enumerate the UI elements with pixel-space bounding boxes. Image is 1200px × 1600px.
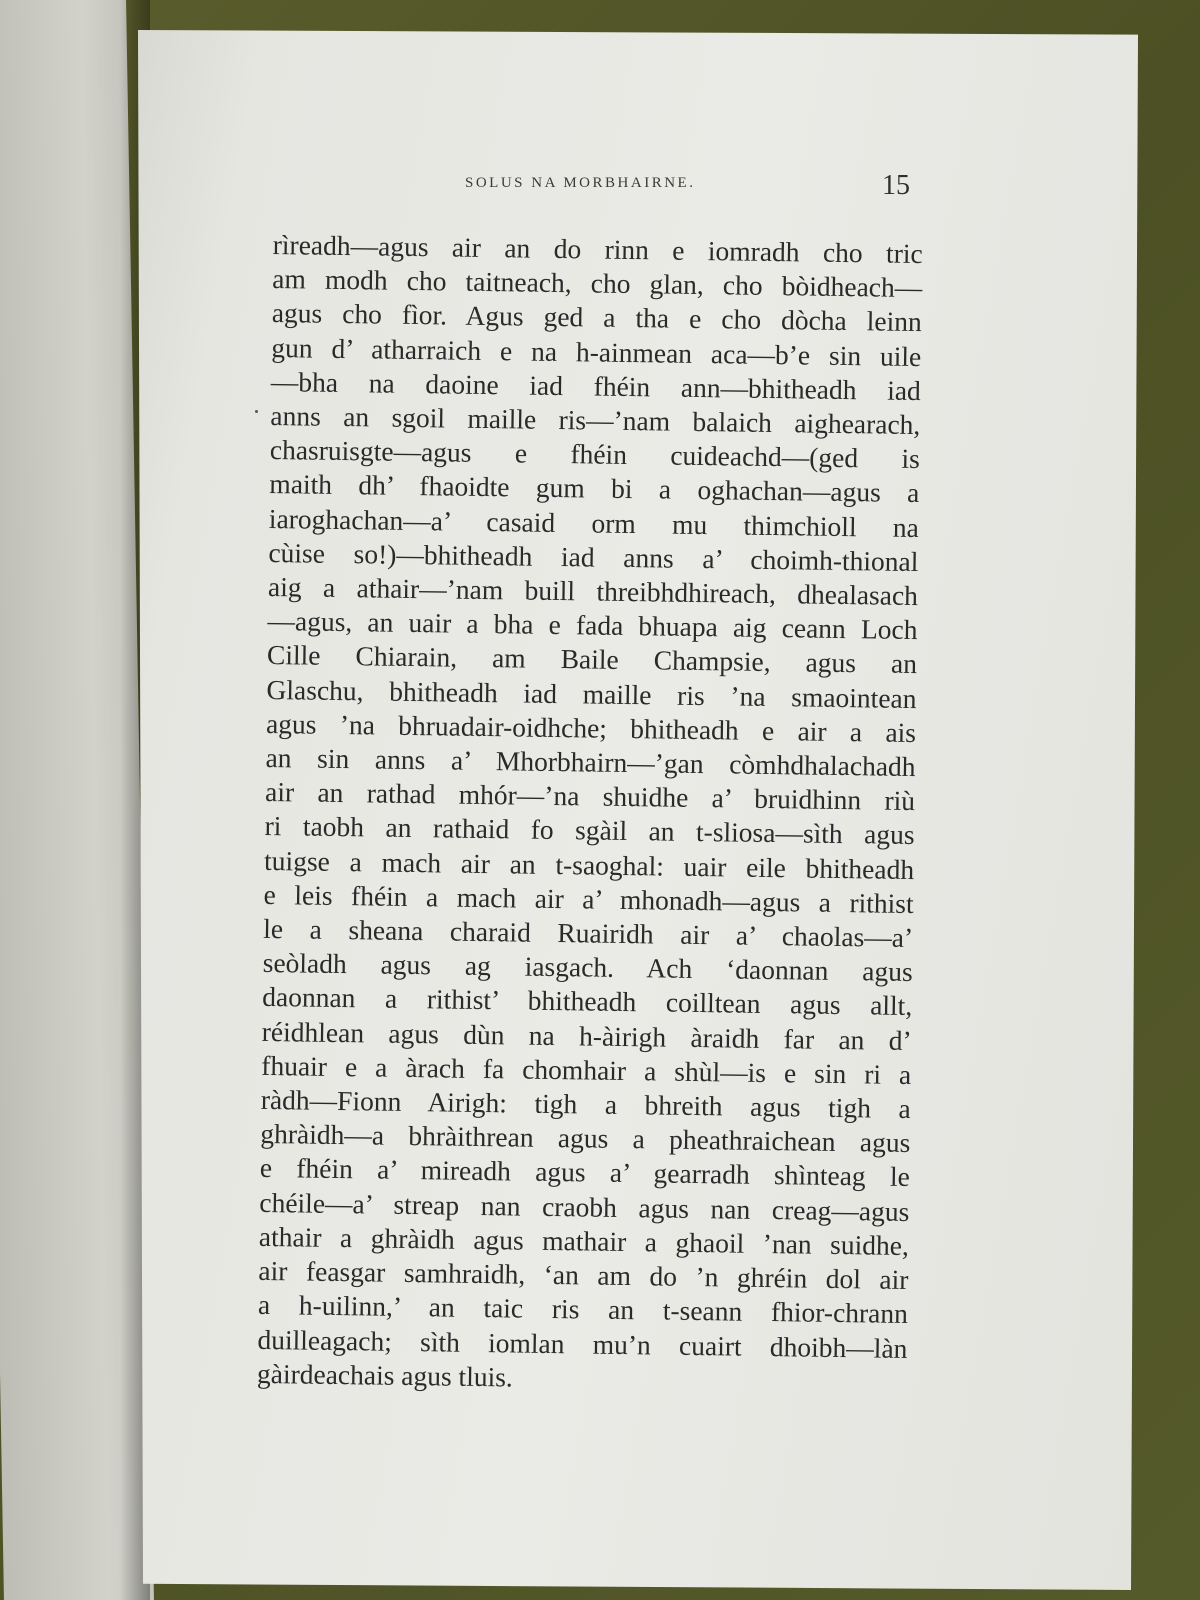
paper-speck [255, 410, 258, 413]
text-line: réidhlean agus dùn na h-àirigh àraidh far an d’ [261, 1015, 912, 1056]
text-line: an sin anns a’ Mhorbhairn—’gan còmhdhalachadh [265, 741, 916, 783]
text-line: maith dh’ fhaoidte gum bi a oghachan—agus a [269, 468, 920, 509]
text-line: ri taobh an rathaid fo sgàil an t-sliosa—sìth agus [264, 810, 915, 851]
text-line: e leis fhéin a mach air a’ mhonadh—agus a rithist [263, 878, 914, 919]
text-line: agus ’na bhruadair-oidhche; bhitheadh e air a ais [265, 707, 917, 748]
text-line: athair a ghràidh agus mathair a ghaoil ’nan suidhe, [258, 1220, 910, 1261]
text-line: cùise so!)—bhitheadh iad anns a’ choimh-thional [268, 536, 919, 577]
text-line: Cille Chiarain, am Baile Champsie, agus an [266, 639, 918, 680]
text-line: —agus, an uair a bha e fada bhuapa aig ceann Loch [267, 605, 918, 646]
text-line: gun d’ atharraich e na h-ainmean aca—b’e sin uile [271, 331, 922, 372]
text-line: aig a athair—’nam buill threibhdhireach, dhealasach [267, 570, 919, 612]
text-line: anns an sgoil maille ris—’nam balaich aighearach, [270, 399, 921, 441]
text-line: air feasgar samhraidh, ‘an am do ’n ghréin dol air [258, 1254, 909, 1296]
text-line: ràdh—Fionn Airigh: tigh a bhreith agus tigh a [260, 1083, 911, 1125]
text-line: seòladh agus ag iasgach. Ach ‘daonnan agus [262, 947, 913, 988]
body-text [257, 228, 923, 1400]
text-line: air an rathad mhór—’na shuidhe a’ bruidhinn riù [264, 776, 916, 817]
text-line: ghràidh—a bhràithrean agus a pheathraichean agus [260, 1118, 911, 1159]
text-line: fhuair e a àrach fa chomhair a shùl—is e sin ri a [261, 1049, 912, 1090]
text-line: tuigse a mach air an t-saoghal: uair eile bhitheadh [263, 844, 915, 885]
text-line: chasruisgte—agus e fhéin cuideachd—(ged is [269, 434, 921, 475]
text-line: Glaschu, bhitheadh iad maille ris ’na smaointean [266, 673, 917, 714]
text-line: iaroghachan—a’ casaid orm mu thimchioll na [268, 502, 920, 543]
text-line: rìreadh—agus air an do rinn e iomradh cho tric [272, 228, 923, 270]
text-line: —bha na daoine iad fhéin ann—bhitheadh iad [270, 365, 922, 406]
text-line: agus cho fìor. Agus ged a tha e cho dòcha leinn [271, 297, 922, 338]
text-line: am modh cho taitneach, cho glan, cho bòidheach— [272, 263, 923, 304]
text-line: chéile—a’ streap nan craobh agus nan creag—agus [259, 1186, 910, 1227]
text-line: le a sheana charaid Ruairidh air a’ chaolas—a’ [263, 912, 914, 954]
page-number: 15 [882, 170, 910, 201]
text-line: daonnan a rithist’ bhitheadh coilltean agus allt, [262, 981, 913, 1022]
text-line: a h-uilinn,’ an taic ris an t-seann fhior-chrann [257, 1289, 909, 1330]
text-line: duilleagach; sìth iomlan mu’n cuairt dhoibh—làn [257, 1323, 908, 1364]
running-title: SOLUS NA MORBHAIRNE. [465, 175, 696, 191]
text-line: gàirdeachais agus tluis. [256, 1357, 514, 1393]
text-line: e fhéin a’ mireadh agus a’ gearradh shìnteag le [259, 1152, 911, 1193]
